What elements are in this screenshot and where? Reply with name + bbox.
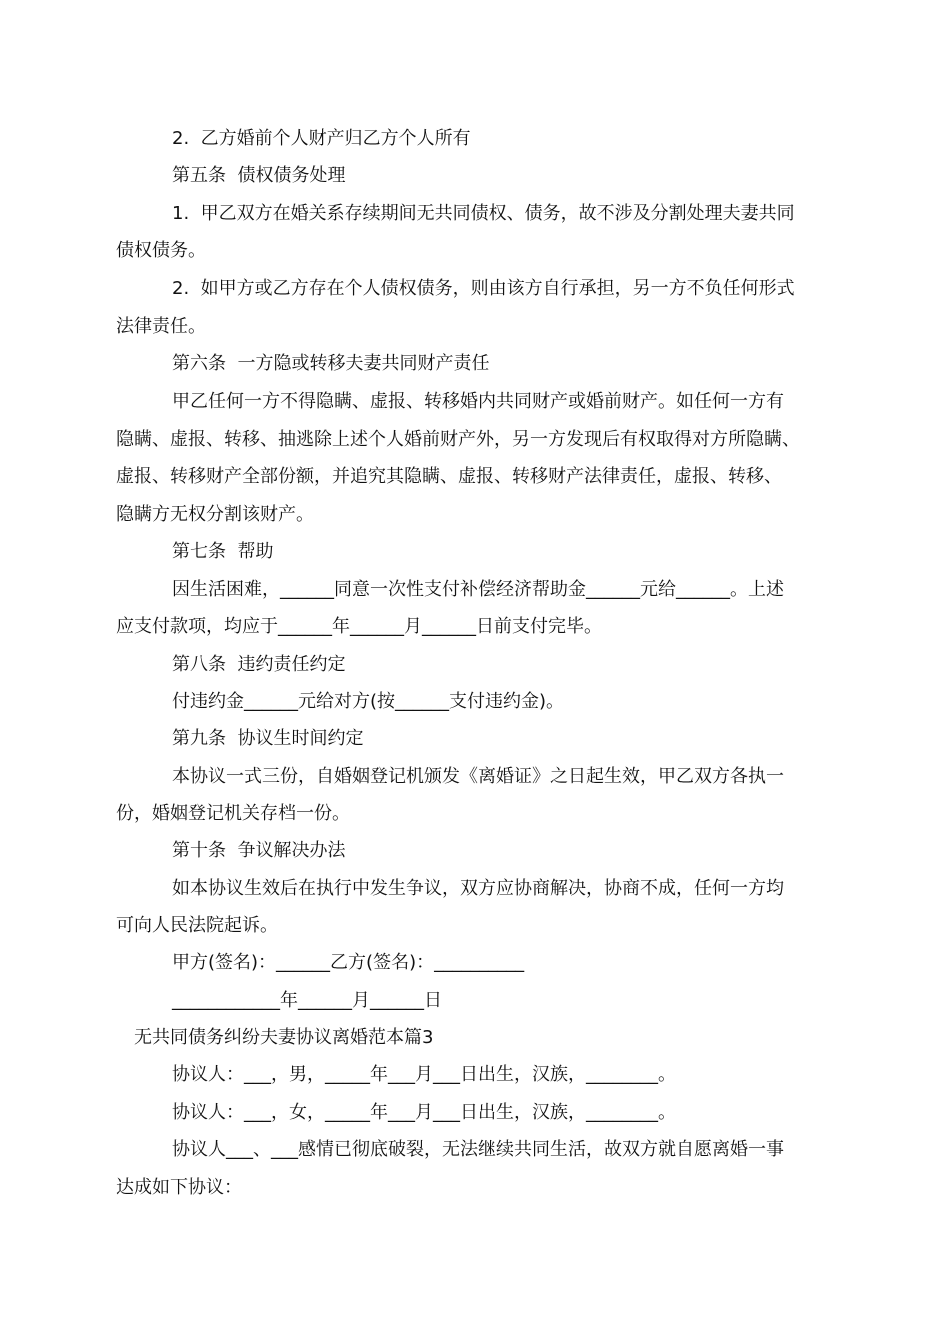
article-9-paragraph-line-2: 份，婚姻登记机关存档一份。 (116, 803, 350, 824)
article-9-heading: 第九条 协议生时间约定 (172, 728, 364, 749)
article-10-paragraph-line-2: 可向人民法院起诉。 (116, 915, 278, 936)
article-6-paragraph-line-2: 隐瞒、虚报、转移、抽逃除上述个人婚前财产外，另一方发现后有权取得对方所隐瞒、 (116, 429, 800, 450)
article-8-heading: 第八条 违约责任约定 (172, 654, 346, 675)
article-6-paragraph-line-1: 甲乙任何一方不得隐瞒、虚报、转移婚内共同财产或婚前财产。如任何一方有 (172, 391, 784, 412)
article-5-heading: 第五条 债权债务处理 (172, 165, 346, 186)
article-5-item-1-line-2: 债权债务。 (116, 240, 206, 261)
article-10-heading: 第十条 争议解决办法 (172, 840, 346, 861)
signature-date-line: ____________年______月______日 (172, 990, 442, 1011)
party-1-line: 协议人：___，男，_____年___月___日出生，汉族，________。 (172, 1064, 676, 1085)
article-5-item-2-line-2: 法律责任。 (116, 316, 206, 337)
article-10-paragraph-line-1: 如本协议生效后在执行中发生争议，双方应协商解决，协商不成，任何一方均 (172, 878, 784, 899)
article-7-paragraph-line-2: 应支付款项，均应于______年______月______日前支付完毕。 (116, 616, 602, 637)
article-8-paragraph: 付违约金______元给对方(按______支付违约金)。 (172, 691, 565, 712)
article-7-heading: 第七条 帮助 (172, 541, 274, 562)
party-2-line: 协议人：___，女，_____年___月___日出生，汉族，________。 (172, 1102, 676, 1123)
agreement-intro-line-1: 协议人___、___感情已彻底破裂，无法继续共同生活，故双方就自愿离婚一事 (172, 1139, 784, 1160)
article-7-paragraph-line-1: 因生活困难，______同意一次性支付补偿经济帮助金______元给______。上述 (172, 579, 784, 600)
article-5-item-1-line-1: 1. 甲乙双方在婚关系存续期间无共同债权、债务，故不涉及分割处理夫妻共同 (172, 203, 795, 224)
article-6-heading: 第六条 一方隐或转移夫妻共同财产责任 (172, 353, 490, 374)
section-title: 无共同债务纠纷夫妻协议离婚范本篇3 (134, 1027, 434, 1048)
article-9-paragraph-line-1: 本协议一式三份，自婚姻登记机颁发《离婚证》之日起生效，甲乙双方各执一 (172, 766, 784, 787)
agreement-intro-line-2: 达成如下协议： (116, 1177, 242, 1198)
clause-item-2: 2. 乙方婚前个人财产归乙方个人所有 (172, 128, 471, 149)
article-6-paragraph-line-4: 隐瞒方无权分割该财产。 (116, 504, 314, 525)
article-6-paragraph-line-3: 虚报、转移财产全部份额，并追究其隐瞒、虚报、转移财产法律责任，虚报、转移、 (116, 466, 782, 487)
signature-line: 甲方(签名)：______乙方(签名)：__________ (172, 952, 525, 973)
article-5-item-2-line-1: 2. 如甲方或乙方存在个人债权债务，则由该方自行承担，另一方不负任何形式 (172, 278, 795, 299)
